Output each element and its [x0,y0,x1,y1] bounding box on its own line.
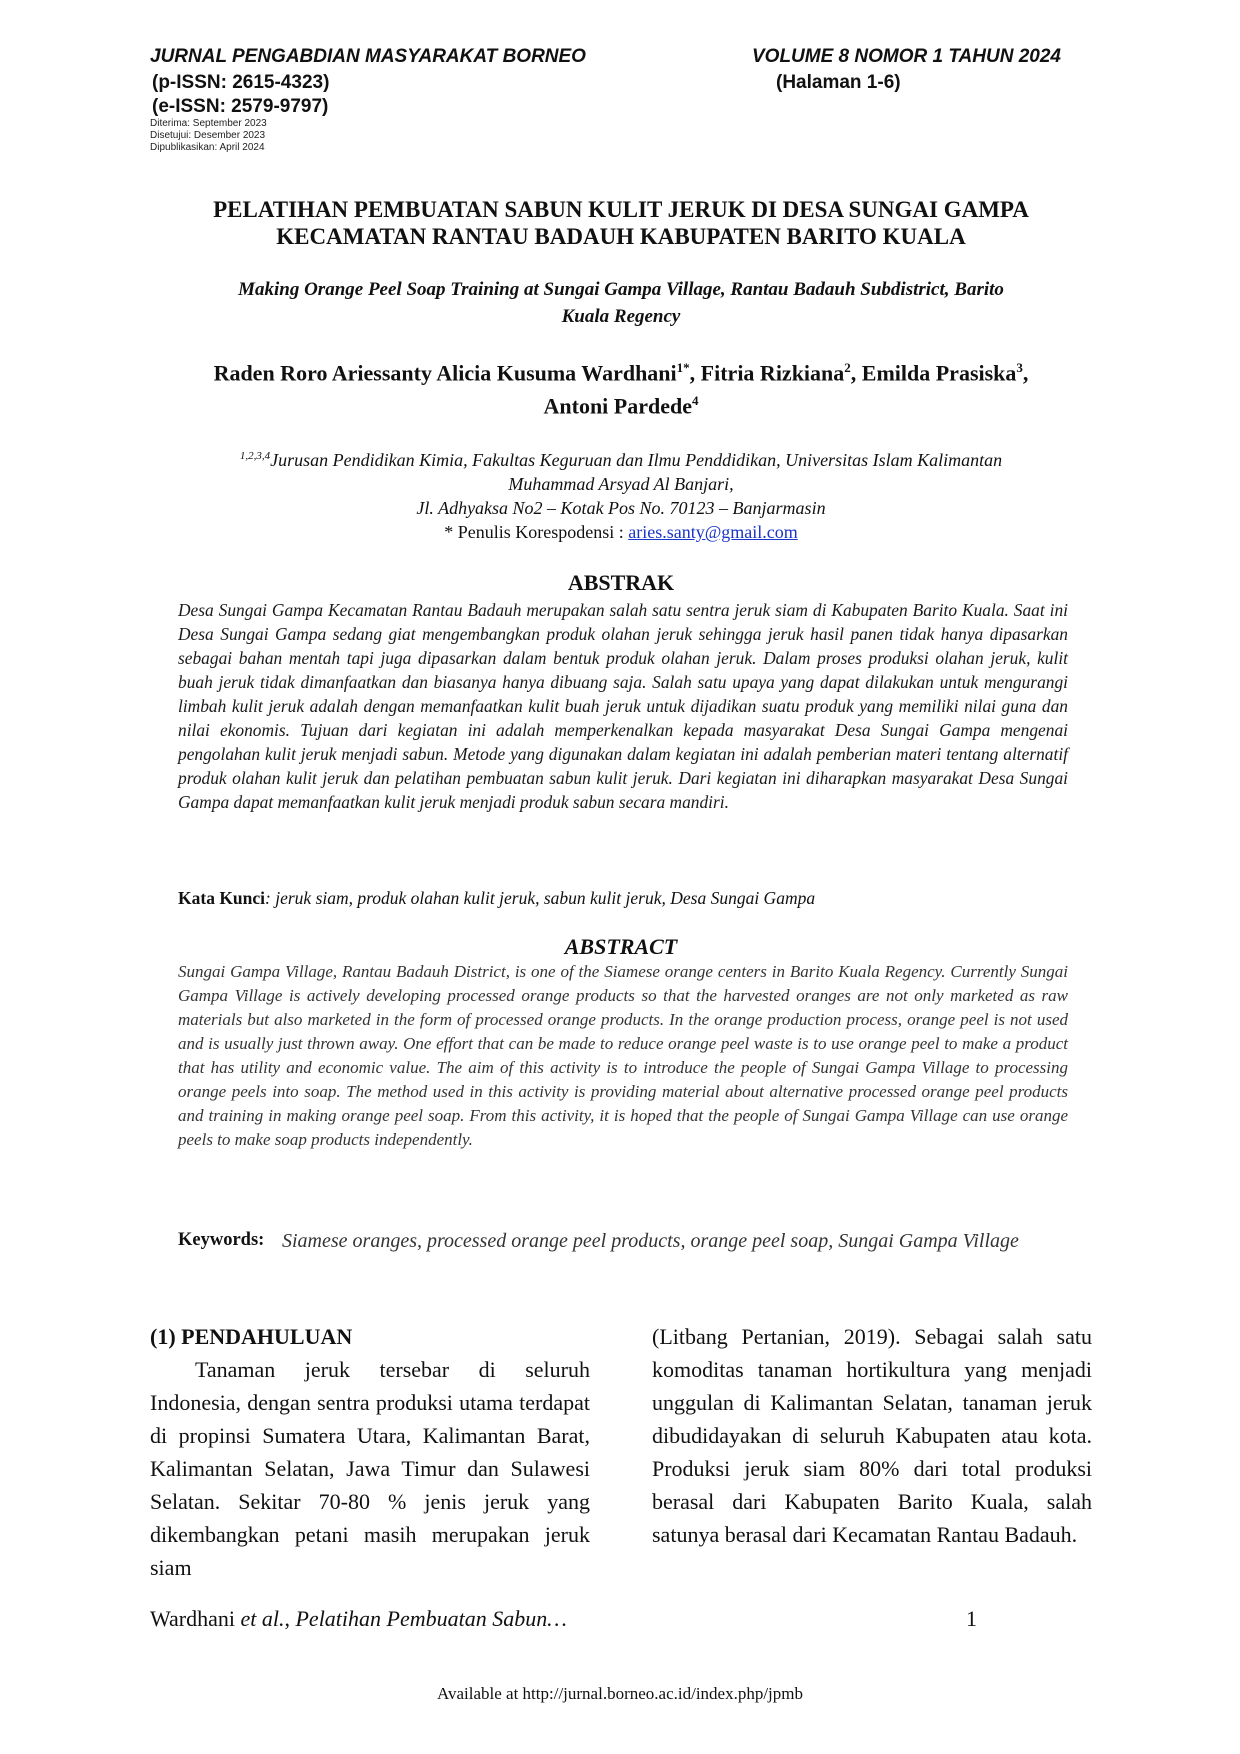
title-line-1: PELATIHAN PEMBUATAN SABUN KULIT JERUK DI DESA SUNGAI GAMPA [213,197,1029,222]
published-date: Dipublikasikan: April 2024 [150,142,265,153]
author-sup: 1* [676,360,690,375]
page-number: 1 [966,1606,977,1631]
author-name: Fitria Rizkiana [700,360,845,386]
author-name: Emilda Prasiska [861,360,1017,386]
intro-left-column [150,1320,590,1584]
publication-dates [150,118,267,154]
author-sup: 4 [692,393,699,409]
kata-kunci-label: Kata Kunci [178,888,266,908]
subtitle-line-1: Making Orange Peel Soap Training at Sungai Gampa Village, Rantau Badauh Subdistrict, Barito [238,279,1004,300]
journal-volume: VOLUME 8 NOMOR 1 TAHUN 2024 [752,46,1061,67]
kata-kunci [178,886,1098,910]
p-issn: (p-ISSN: 2615-4323) [152,72,330,93]
author-list [150,354,1092,421]
footer-short-title: Pelatihan Pembuatan Sabun… [295,1606,567,1631]
availability-url: Available at http://jurnal.borneo.ac.id/index.php/jpmb [436,1684,804,1703]
keywords-text: Siamese oranges, processed orange peel products, orange peel soap, Sungai Gampa Village [282,1230,1019,1252]
abstract-text: Sungai Gampa Village, Rantau Badauh District, is one of the Siamese orange centers in Barito Kuala Regency. Currently Sungai Gampa Village is actively developing processed orange products so that the harvested oranges are not only marketed as raw materials but also marketed in the form of processed orange products. In the orange production process, orange peel is not used and is usually just thrown away. One effort that can be made to reduce orange peel waste is to use orange peel to make a product that has utility and economic value. The aim of this activity is to introduce the people of Sungai Gampa Village to processing orange peels into soap. The method used in this activity is providing material about alternative processed orange peel products and training in making orange peel soap. From this activity, it is hoped that the people of Sungai Gampa Village can use orange peels to make soap products independently. [178,962,1068,1149]
author-sup: 2 [844,360,851,375]
affiliation-text: Jurusan Pendidikan Kimia, Fakultas Keguruan dan Ilmu Penddidikan, Universitas Islam Kalimantan [270,450,1003,470]
author-line-1 [150,354,1092,387]
correspondence-email-link[interactable]: aries.santy@gmail.com [628,522,798,542]
footer-author: Wardhani [150,1606,235,1631]
keywords-label-text: Keywords [178,1230,259,1250]
kata-kunci-text: : jeruk siam, produk olahan kulit jeruk, sabun kulit jeruk, Desa Sungai Gampa [265,888,816,908]
author-separator: , [850,360,862,386]
running-footer [150,1606,567,1632]
keywords-label: Keywords: [178,1230,265,1250]
page-range: (Halaman 1-6) [776,72,901,93]
abstrak-heading: ABSTRAK [567,570,675,595]
footer-etal: et al. [240,1606,285,1631]
author-sup: 3 [1016,360,1023,375]
affiliation [150,444,1092,544]
correspondence-label: * Penulis Korespodensi : [444,522,624,542]
affiliation-line-2: Muhammad Arsyad Al Banjari, [508,474,734,494]
section-heading: (1) PENDAHULUAN [150,1324,353,1349]
correspondence-line [150,520,1092,544]
author-separator: , [1022,360,1029,386]
author-line-2 [150,387,1092,420]
paper-subtitle [150,276,1092,330]
abstrak-text: Desa Sungai Gampa Kecamatan Rantau Badauh merupakan salah satu sentra jeruk siam di Kabupaten Barito Kuala. Saat ini Desa Sungai Gampa sedang giat mengembangkan produk olahan jeruk sehingga jeruk hasil panen tidak hanya dipasarkan sebagai bahan mentah tapi juga dipasarkan dalam bentuk produk olahan jeruk. Dalam proses produksi olahan jeruk, kulit buah jeruk tidak dimanfaatkan dan biasanya hanya dibuang saja. Salah satu upaya yang dapat dilakukan untuk mengurangi limbah kulit jeruk adalah dengan memanfaatkan kulit buah jeruk untuk dijadikan suatu produk yang memiliki nilai guna dan nilai ekonomis. Tujuan dari kegiatan ini adalah memperkenalkan kepada masyarakat Desa Sungai Gampa mengenai pengolahan kulit jeruk menjadi sabun. Metode yang digunakan dalam kegiatan ini adalah pemberian materi tentang alternatif produk olahan kulit jeruk dan pelatihan pembuatan sabun kulit jeruk. Dari kegiatan ini diharapkan masyarakat Desa Sungai Gampa dapat memanfaatkan kulit jeruk menjadi produk sabun secara mandiri. [178,600,1068,812]
author-name: Raden Roro Ariessanty Alicia Kusuma Wardhani [213,360,677,386]
journal-name: JURNAL PENGABDIAN MASYARAKAT BORNEO [150,46,586,67]
received-date: Diterima: September 2023 [150,118,267,129]
paper-title [150,196,1092,250]
subtitle-line-2: Kuala Regency [561,306,681,327]
affiliation-line-1 [150,444,1092,472]
intro-right-column: (Litbang Pertanian, 2019). Sebagai salah satu komoditas tanaman hortikultura yang menjadi unggulan di Kalimantan Selatan, tanaman jeruk dibudidayakan di seluruh Kabupaten atau kota. Produksi jeruk siam 80% dari total produksi berasal dari Kabupaten Barito Kuala, salah satunya berasal dari Kecamatan Rantau Badauh. [652,1324,1092,1547]
affiliation-sup: 1,2,3,4 [239,450,271,462]
approved-date: Disetujui: Desember 2023 [150,130,266,141]
author-separator: , [689,360,701,386]
intro-paragraph: Tanaman jeruk tersebar di seluruh Indonesia, dengan sentra produksi utama terdapat di propinsi Sumatera Utara, Kalimantan Barat, Kalimantan Selatan, Jawa Timur dan Sulawesi Selatan. Sekitar 70-80 % jenis jeruk yang dikembangkan petani masih merupakan jeruk siam [150,1357,590,1580]
author-name: Antoni Pardede [543,393,692,419]
affiliation-line-3: Jl. Adhyaksa No2 – Kotak Pos No. 70123 – Banjarmasin [416,498,826,518]
title-line-2: KECAMATAN RANTAU BADAUH KABUPATEN BARITO KUALA [276,224,966,249]
e-issn: (e-ISSN: 2579-9797) [152,96,329,117]
abstract-heading: ABSTRACT [564,934,678,959]
footer-sep: , [284,1606,296,1631]
